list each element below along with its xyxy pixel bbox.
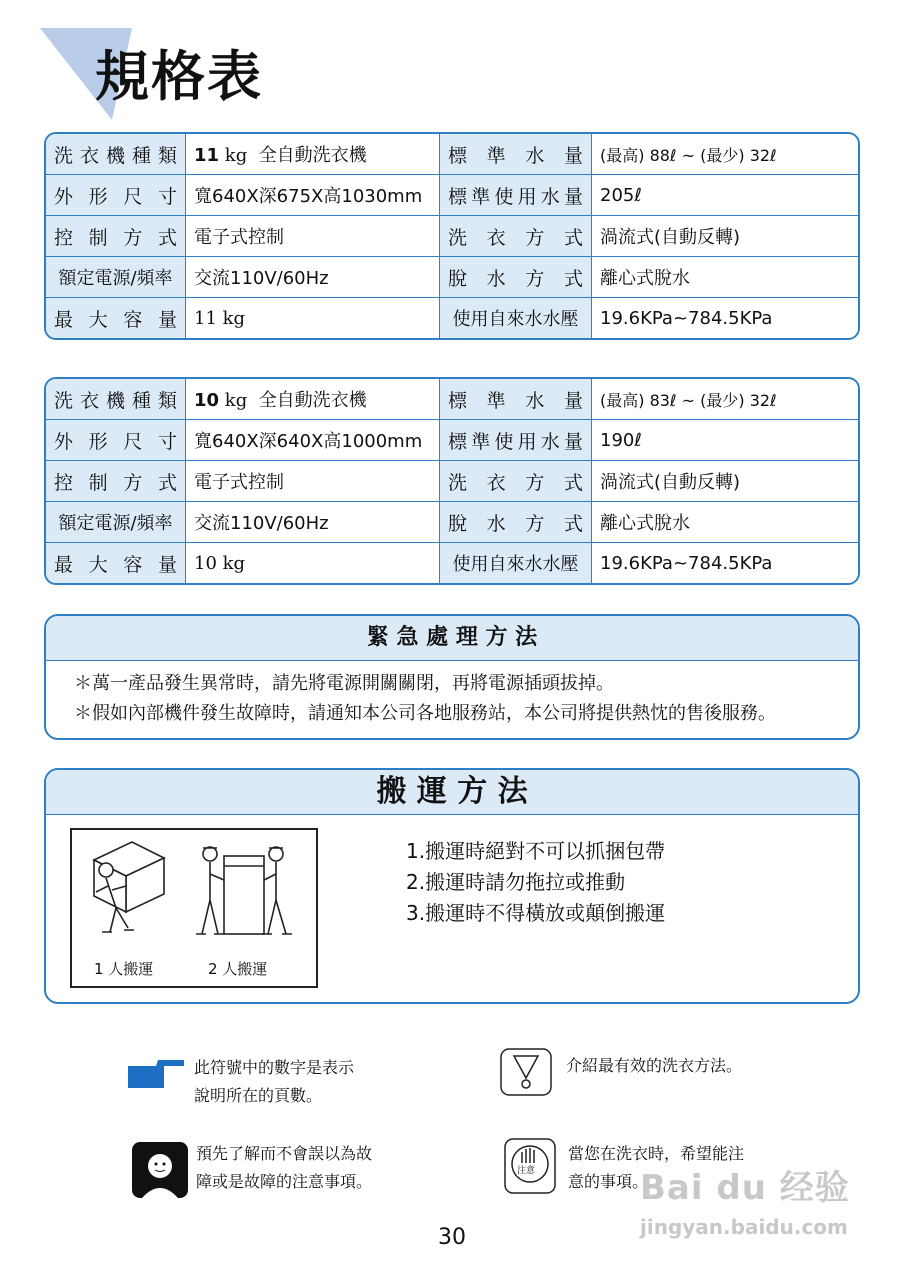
value-dimensions: 寬640X深640X高1000mm bbox=[186, 420, 440, 461]
emergency-title: 緊 急 處 理 方 法 bbox=[46, 616, 858, 661]
label-water-pressure: 使用自來水水壓 bbox=[440, 543, 592, 583]
value-water-pressure: 19.6KPa~784.5KPa bbox=[592, 298, 858, 338]
legend-pointer-line-2: 說明所在的頁數。 bbox=[194, 1086, 323, 1105]
legend-face-text bbox=[196, 1140, 372, 1196]
label-water-pressure: 使用自來水水壓 bbox=[440, 298, 592, 338]
value-dimensions: 寬640X深675X高1030mm bbox=[186, 175, 440, 216]
table-row bbox=[46, 461, 858, 502]
value-standard-water: (最高) 88ℓ ~ (最少) 32ℓ bbox=[592, 134, 858, 175]
legend-pointer-line-1: 此符號中的數字是表示 bbox=[194, 1058, 355, 1077]
carry-people-illustration bbox=[72, 830, 316, 954]
value-water-pressure: 19.6KPa~784.5KPa bbox=[592, 543, 858, 583]
emergency-line-1: ＊萬一產品發生異常時，請先將電源開關關閉，再將電源插頭拔掉。 bbox=[74, 673, 614, 694]
legend-caution-line-1: 當您在洗衣時，希望能注 bbox=[568, 1144, 745, 1163]
value-max-capacity: 11 kg bbox=[186, 298, 440, 338]
caption-two-person: 2 人搬運 bbox=[208, 960, 268, 978]
label-spin-method: 脫 水 方 式 bbox=[440, 502, 592, 543]
label-model-type: 洗衣機種類 bbox=[46, 379, 186, 420]
value-power: 交流110V/60Hz bbox=[186, 502, 440, 543]
table-row bbox=[46, 175, 858, 216]
watermark-url: jingyan.baidu.com bbox=[640, 1215, 848, 1239]
value-spin-method: 離心式脫水 bbox=[592, 502, 858, 543]
model-name: 全自動洗衣機 bbox=[258, 145, 367, 166]
value-wash-method: 渦流式(自動反轉) bbox=[592, 216, 858, 257]
label-spin-method: 脫 水 方 式 bbox=[440, 257, 592, 298]
label-model-type: 洗衣機種類 bbox=[46, 134, 186, 175]
watermark bbox=[640, 1160, 850, 1239]
moving-illustration bbox=[70, 828, 318, 988]
value-model-type bbox=[186, 379, 440, 420]
spec-table-11kg bbox=[44, 132, 860, 340]
effective-tip-icon bbox=[500, 1048, 552, 1096]
label-power: 額定電源/頻率 bbox=[46, 502, 186, 543]
label-standard-water: 標 準 水 量 bbox=[440, 379, 592, 420]
moving-steps bbox=[406, 836, 665, 929]
capacity-unit: kg bbox=[224, 145, 248, 166]
table-row bbox=[46, 543, 858, 583]
legend-effective-text: 介紹最有效的洗衣方法。 bbox=[566, 1056, 743, 1075]
table-row bbox=[46, 257, 858, 298]
legend-pointer-text bbox=[194, 1054, 354, 1110]
value-control: 電子式控制 bbox=[186, 461, 440, 502]
table-row bbox=[46, 379, 858, 420]
label-standard-water: 標 準 水 量 bbox=[440, 134, 592, 175]
label-wash-method: 洗 衣 方 式 bbox=[440, 216, 592, 257]
moving-step-1: 1.搬運時絕對不可以抓捆包帶 bbox=[406, 839, 666, 863]
caution-icon-label: 注意 bbox=[517, 1163, 535, 1176]
value-control: 電子式控制 bbox=[186, 216, 440, 257]
model-name: 全自動洗衣機 bbox=[258, 390, 367, 411]
emergency-line-2: ＊假如內部機件發生故障時，請通知本公司各地服務站，本公司將提供熱忱的售後服務。 bbox=[74, 703, 776, 724]
label-control: 控 制 方 式 bbox=[46, 461, 186, 502]
value-standard-water: (最高) 83ℓ ~ (最少) 32ℓ bbox=[592, 379, 858, 420]
page-title: 規格表 bbox=[95, 45, 263, 108]
pointing-hand-icon bbox=[128, 1060, 184, 1088]
label-wash-method: 洗 衣 方 式 bbox=[440, 461, 592, 502]
label-control: 控 制 方 式 bbox=[46, 216, 186, 257]
value-wash-method: 渦流式(自動反轉) bbox=[592, 461, 858, 502]
capacity-number: 10 bbox=[194, 390, 220, 411]
value-power: 交流110V/60Hz bbox=[186, 257, 440, 298]
capacity-number: 11 bbox=[194, 145, 220, 166]
capacity-unit: kg bbox=[224, 390, 248, 411]
label-power: 額定電源/頻率 bbox=[46, 257, 186, 298]
label-max-capacity: 最 大 容 量 bbox=[46, 298, 186, 338]
moving-section bbox=[44, 768, 860, 1004]
table-row bbox=[46, 420, 858, 461]
table-row bbox=[46, 502, 858, 543]
value-spin-method: 離心式脫水 bbox=[592, 257, 858, 298]
label-water-usage: 標準使用水量 bbox=[440, 420, 592, 461]
label-dimensions: 外 形 尺 寸 bbox=[46, 175, 186, 216]
moving-step-3: 3.搬運時不得橫放或顛倒搬運 bbox=[406, 901, 666, 925]
watermark-brand: Bai du 经验 bbox=[640, 1168, 850, 1208]
value-water-usage: 205ℓ bbox=[592, 175, 858, 216]
caption-one-person: 1 人搬運 bbox=[94, 960, 154, 978]
value-max-capacity: 10 kg bbox=[186, 543, 440, 583]
page-number: 30 bbox=[438, 1225, 466, 1250]
value-water-usage: 190ℓ bbox=[592, 420, 858, 461]
legend-face-line-1: 預先了解而不會誤以為故 bbox=[196, 1144, 373, 1163]
emergency-section bbox=[44, 614, 860, 740]
label-water-usage: 標準使用水量 bbox=[440, 175, 592, 216]
legend-face-line-2: 障或是故障的注意事項。 bbox=[196, 1172, 373, 1191]
moving-step-2: 2.搬運時請勿拖拉或推動 bbox=[406, 870, 626, 894]
label-max-capacity: 最 大 容 量 bbox=[46, 543, 186, 583]
label-dimensions: 外 形 尺 寸 bbox=[46, 420, 186, 461]
legend-caution-line-2: 意的事項。 bbox=[568, 1172, 649, 1191]
table-row bbox=[46, 216, 858, 257]
value-model-type bbox=[186, 134, 440, 175]
spec-table-10kg bbox=[44, 377, 860, 585]
smiley-face-icon bbox=[132, 1142, 188, 1198]
table-row bbox=[46, 298, 858, 338]
moving-title: 搬 運 方 法 bbox=[46, 770, 858, 815]
table-row bbox=[46, 134, 858, 175]
